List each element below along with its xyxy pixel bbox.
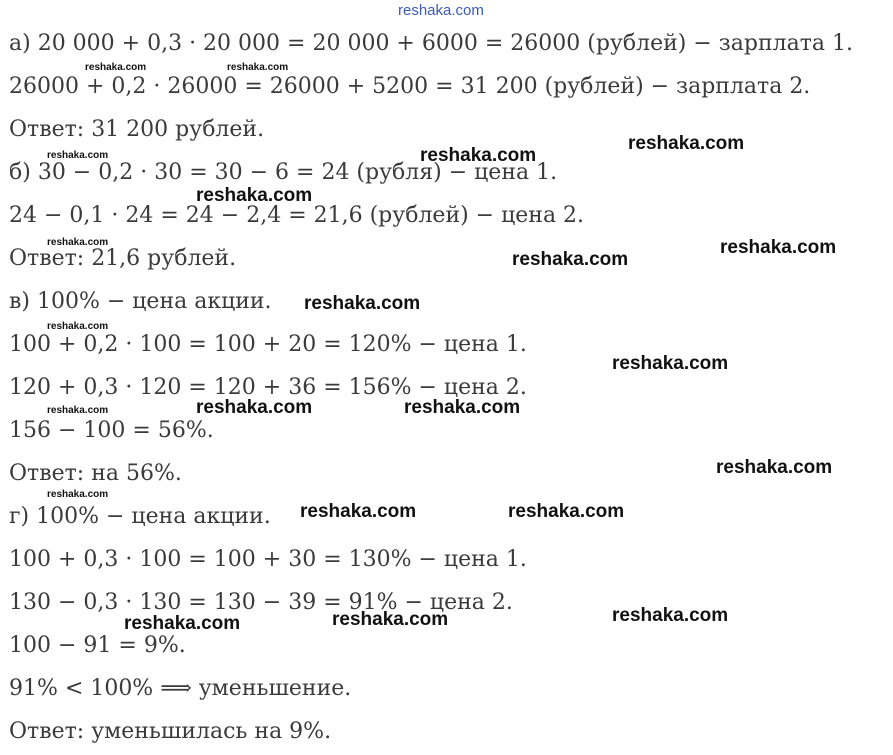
solution-line-g2: 130 − 0,3 · 130 = 130 − 39 = 91% − цена 2.	[9, 590, 513, 615]
watermark-big: reshaka.com	[124, 613, 241, 634]
watermark-big: reshaka.com	[612, 605, 729, 626]
solution-answer-a: Ответ: 31 200 рублей.	[9, 117, 265, 142]
watermark-big: reshaka.com	[332, 609, 449, 630]
solution-line-v2: 120 + 0,3 · 120 = 120 + 36 = 156% − цена 2.	[9, 375, 527, 400]
solution-line-a1: а) 20 000 + 0,3 · 20 000 = 20 000 + 6000 = 26000 (рублей) − зарплата 1.	[9, 31, 853, 56]
watermark-small: reshaka.com	[227, 62, 289, 73]
solution-line-v3: 156 − 100 = 56%.	[9, 418, 214, 443]
solution-line-a2: 26000 + 0,2 · 26000 = 26000 + 5200 = 31 200 (рублей) − зарплата 2.	[9, 74, 811, 99]
watermark-small: reshaka.com	[47, 405, 109, 416]
watermark-big: reshaka.com	[196, 397, 313, 418]
solution-line-v1: 100 + 0,2 · 100 = 100 + 20 = 120% − цена 1.	[9, 332, 527, 357]
watermark-small: reshaka.com	[47, 321, 109, 332]
watermark-big: reshaka.com	[512, 249, 629, 270]
watermark-small: reshaka.com	[47, 237, 109, 248]
watermark-big: reshaka.com	[508, 501, 625, 522]
solution-line-b2: 24 − 0,1 · 24 = 24 − 2,4 = 21,6 (рублей) − цена 2.	[9, 203, 585, 228]
watermark-small: reshaka.com	[47, 150, 109, 161]
watermark-big: reshaka.com	[628, 133, 745, 154]
solution-answer-b: Ответ: 21,6 рублей.	[9, 246, 237, 271]
watermark-big: reshaka.com	[404, 397, 521, 418]
solution-line-b1: б) 30 − 0,2 · 30 = 30 − 6 = 24 (рубля) − цена 1.	[9, 160, 558, 185]
watermark-small: reshaka.com	[85, 62, 147, 73]
watermark-small: reshaka.com	[47, 489, 109, 500]
solution-line-g1: 100 + 0,3 · 100 = 100 + 30 = 130% − цена 1.	[9, 547, 527, 572]
watermark-big: reshaka.com	[612, 353, 729, 374]
watermark-big: reshaka.com	[716, 457, 833, 478]
watermark-big: reshaka.com	[304, 293, 421, 314]
watermark-top: reshaka.com	[398, 2, 484, 19]
watermark-big: reshaka.com	[300, 501, 417, 522]
solution-line-g3: 100 − 91 = 9%.	[9, 633, 186, 658]
solution-line-g0: г) 100% − цена акции.	[9, 504, 271, 529]
watermark-big: reshaka.com	[420, 145, 537, 166]
solution-answer-g: Ответ: уменьшилась на 9%.	[9, 719, 332, 744]
watermark-big: reshaka.com	[196, 185, 313, 206]
solution-line-v0: в) 100% − цена акции.	[9, 289, 272, 314]
solution-answer-v: Ответ: на 56%.	[9, 461, 182, 486]
watermark-big: reshaka.com	[720, 237, 837, 258]
solution-line-g4: 91% < 100% ⟹ уменьшение.	[9, 676, 352, 701]
